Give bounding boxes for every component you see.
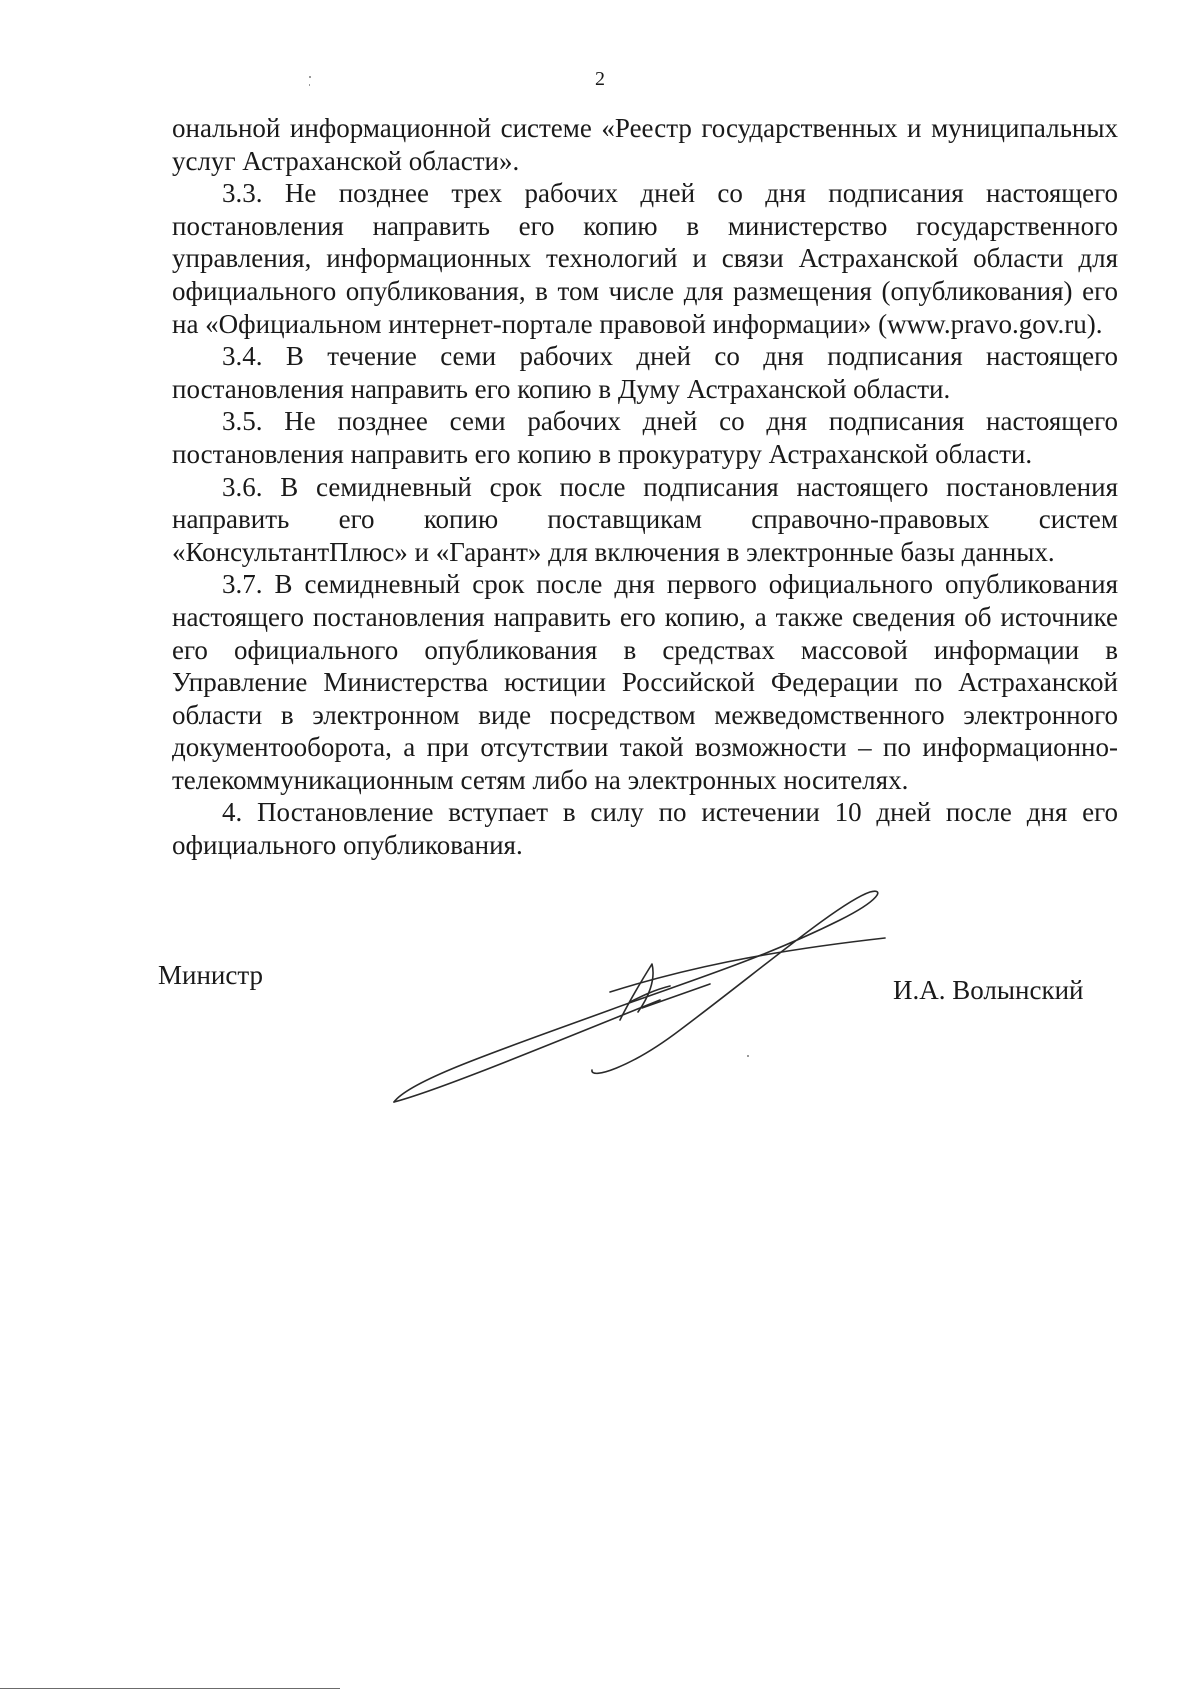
scan-edge-line [0, 1688, 340, 1689]
handwritten-signature [380, 880, 900, 1120]
paragraph-3-3: 3.3. Не позднее трех рабочих дней со дня подписания настоящего постановления направить его копию в министерство государственного управления, информационных технологий и связи Астраханской области для официального опубликования, в том числе для размещения (опубликования) его на «Официальном интернет-портале правовой информации» (www.pravo.gov.ru). [172, 178, 1118, 339]
paragraph-continuation: ональной информационной системе «Реестр государственных и муниципальных услуг Астраханской области». [172, 113, 1118, 176]
signatory-title: Министр [158, 960, 263, 990]
scan-mark [747, 1055, 749, 1057]
signatory-name: И.А. Волынский [893, 975, 1084, 1005]
page-number: 2 [595, 68, 605, 90]
paragraph-4: 4. Постановление вступает в силу по истечении 10 дней после дня его официального опубликования. [172, 797, 1118, 861]
scan-mark [309, 76, 311, 78]
document-body [172, 112, 1118, 862]
scan-mark [309, 84, 310, 86]
paragraph-3-4: 3.4. В течение семи рабочих дней со дня подписания настоящего постановления направить его копию в Думу Астраханской области. [172, 341, 1118, 404]
paragraph-3-7: 3.7. В семидневный срок после дня первого официального опубликования настоящего постановления направить его копию, а также сведения об источнике его официального опубликования в средствах массовой информации в Управление Министерства юстиции Российской Федерации по Астраханской области в электронном виде посредством межведомственного электронного документооборота, а при отсутствии такой возможности – по информационно-телекоммуникационным сетям либо на электронных носителях. [172, 569, 1118, 795]
paragraph-3-5: 3.5. Не позднее семи рабочих дней со дня подписания настоящего постановления направить его копию в прокуратуру Астраханской области. [172, 406, 1118, 469]
paragraph-3-6: 3.6. В семидневный срок после подписания настоящего постановления направить его копию поставщикам справочно-правовых систем «КонсультантПлюс» и «Гарант» для включения в электронные базы данных. [172, 471, 1118, 567]
